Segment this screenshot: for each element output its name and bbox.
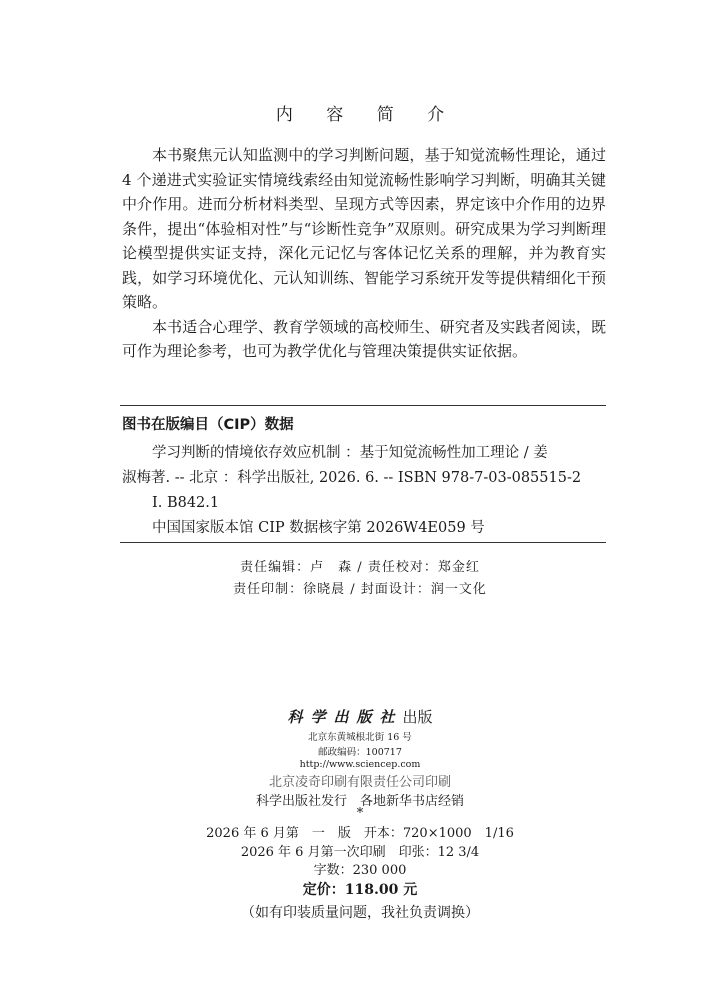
distributor: 科学出版社发行 各地新华书店经销	[255, 794, 464, 809]
publisher-address: 北京东黄城根北街 16 号	[308, 732, 412, 743]
summary-paragraph-1: 本书聚焦元认知监测中的学习判断问题，基于知觉流畅性理论，通过 4 个递进式实验证实情境线索经由知觉流畅性影响学习判断，明确其关键中介作用。进而分析材料类型、呈现方式等因素，界定该中介作用的边界条件，提出“体验相对性”与“诊断性竞争”双原则。研究成果为学习判断理论模型提供实证支持，深化元记忆与客体记忆关系的理解，并为教育实践，如学习环境优化、元认知训练、智能学习系统开发等提供精细化干预策略。	[122, 146, 606, 311]
page-title: 内 容 简 介	[275, 105, 459, 125]
printing-info: 2026 年 6 月第一次印刷 印张：12 3/4	[240, 845, 480, 860]
cip-top-rule	[120, 405, 606, 406]
cip-line-3: Ⅰ. B842.1	[152, 495, 220, 511]
publisher-line	[0, 706, 720, 727]
word-count: 字数：230 000	[313, 863, 407, 878]
staff-line-1: 责任编辑：卢 森 / 责任校对：郑金红	[240, 560, 480, 575]
staff-line-2: 责任印制：徐晓晨 / 封面设计：润一文化	[233, 582, 487, 597]
cip-line-4: 中国国家版本馆 CIP 数据核字第 2026W4E059 号	[152, 520, 485, 536]
price: 定价：118.00 元	[302, 882, 418, 898]
separator-star: *	[356, 806, 364, 821]
edition-info: 2026 年 6 月第 一 版 开本：720×1000 1/16	[206, 826, 514, 841]
cip-line-1: 学习判断的情境依存效应机制 ：基于知觉流畅性加工理论 / 姜	[152, 445, 548, 461]
publisher-suffix: 出版	[402, 708, 433, 726]
cip-block	[122, 441, 606, 541]
summary-section	[122, 143, 606, 364]
cip-heading: 图书在版编目（CIP）数据	[122, 417, 294, 433]
printer-name: 北京凌奇印刷有限责任公司印刷	[268, 775, 451, 790]
cip-line-2: 淑梅著. -- 北京 ：科学出版社, 2026. 6. -- ISBN 978-7-03-085515-2	[122, 470, 582, 486]
cip-bottom-rule	[120, 542, 606, 543]
publisher-logo: 科学出版社	[287, 708, 403, 726]
publisher-postcode: 邮政编码：100717	[318, 747, 402, 758]
quality-notice: （如有印装质量问题，我社负责调换）	[241, 905, 479, 921]
publisher-url: http://www.sciencep.com	[299, 759, 421, 770]
summary-paragraph-2: 本书适合心理学、教育学领域的高校师生、研究者及实践者阅读，既可作为理论参考，也可为教学优化与管理决策提供实证依据。	[122, 317, 606, 360]
